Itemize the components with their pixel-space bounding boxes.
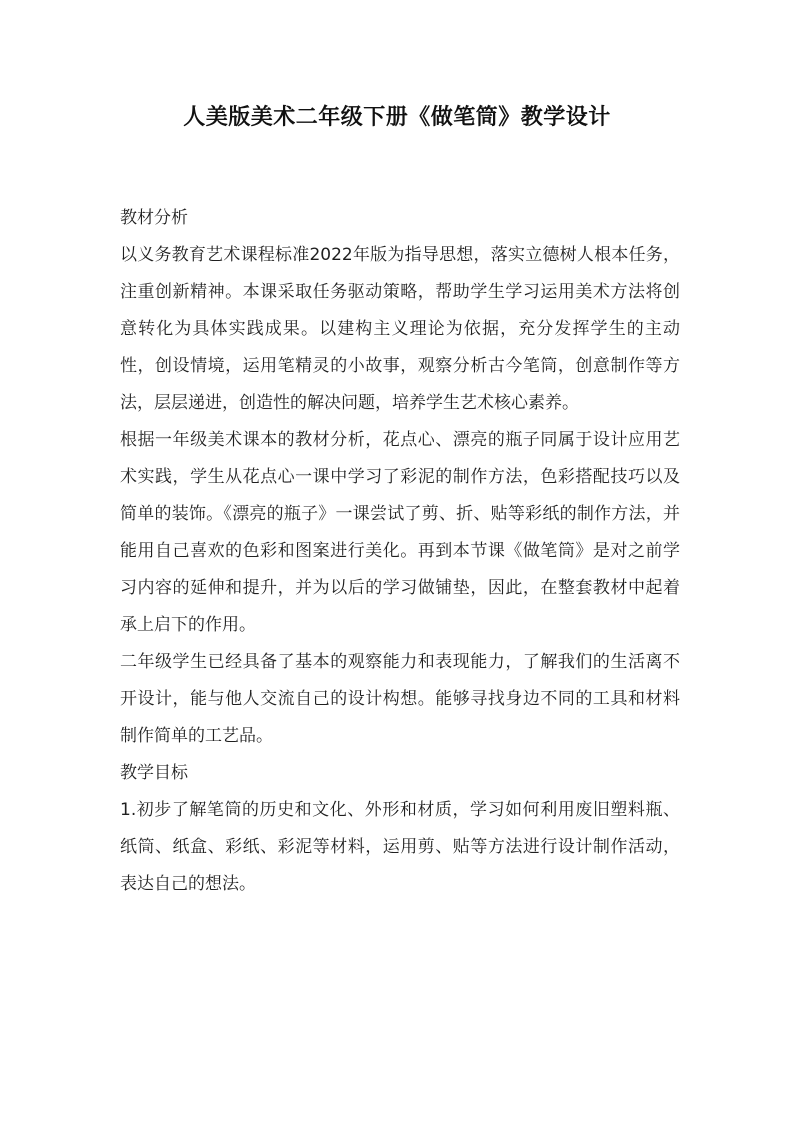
goal-item-1: 1.初步了解笔筒的历史和文化、外形和材质，学习如何利用废旧塑料瓶、纸筒、纸盒、彩纸、彩泥等材料，运用剪、贴等方法进行设计制作活动，表达自己的想法。: [120, 800, 680, 894]
section-heading-analysis: 教材分析: [120, 208, 188, 228]
paragraph-guiding-thought: 以义务教育艺术课程标准2022年版为指导思想，落实立德树人根本任务，注重创新精神。本课采取任务驱动策略，帮助学生学习运用美术方法将创意转化为具体实践成果。以建构主义理论为依据，充分发挥学生的主动性，创设情境，运用笔精灵的小故事，观察分析古今笔筒，创意制作等方法，层层递进，创造性的解决问题，培养学生艺术核心素养。: [120, 245, 680, 413]
document-body: [120, 200, 680, 903]
section-heading-goals: 教学目标: [120, 763, 188, 783]
document-title: 人美版美术二年级下册《做笔筒》教学设计: [183, 105, 611, 130]
paragraph-textbook-analysis: 根据一年级美术课本的教材分析，花点心、漂亮的瓶子同属于设计应用艺术实践，学生从花点心一课中学习了彩泥的制作方法，色彩搭配技巧以及简单的装饰。《漂亮的瓶子》一课尝试了剪、折、贴等彩纸的制作方法，并能用自己喜欢的色彩和图案进行美化。再到本节课《做笔筒》是对之前学习内容的延伸和提升，并为以后的学习做铺垫，因此，在整套教材中起着承上启下的作用。: [120, 430, 680, 635]
paragraph-student-analysis: 二年级学生已经具备了基本的观察能力和表现能力，了解我们的生活离不开设计，能与他人交流自己的设计构想。能够寻找身边不同的工具和材料制作简单的工艺品。: [120, 652, 680, 746]
